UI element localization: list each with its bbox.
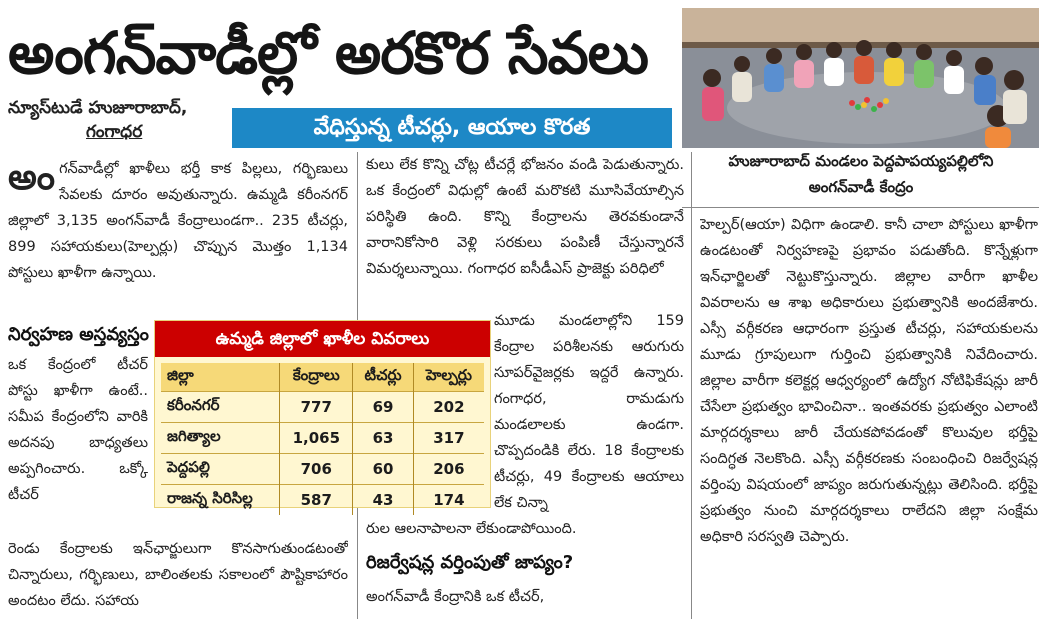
header-teachers: టీచర్లు [353, 363, 413, 392]
section-title-reservation: రిజర్వేషన్ల వర్తింపుతో జాప్యం? [366, 552, 574, 573]
cell-centres: 1,065 [280, 423, 353, 454]
column-divider [691, 152, 692, 619]
byline-source: న్యూస్‌టుడే హుజూరాబాద్, [8, 98, 188, 118]
cell-teachers: 60 [353, 454, 413, 485]
cell-district: జగిత్యాల [161, 423, 280, 454]
section-title-management: నిర్వహణ అస్తవ్యస్తం [8, 324, 149, 345]
table-row [161, 423, 484, 454]
caption-line-1: హుజూరాబాద్ మండలం పెద్దపాపయ్యపల్లిలోని [728, 152, 994, 170]
cell-centres: 777 [280, 392, 353, 423]
cell-district: కరీంనగర్ [161, 392, 280, 423]
column2-top-paragraph: కులు లేక కొన్ని చోట్ల టీచర్లే భోజనం వండి పెడుతున్నారు. ఒక కేంద్రంలో విధుల్లో ఉంటే మరొకటి మూసివేయాల్సిన పరిస్థితి ఉంది. కొన్ని కేంద్రాలను తెరవకుండానే వారానికోసారి వెళ్లి సరకులు పంపిణీ చేస్తున్నారనే విమర్శలున్నాయి. గంగాధర ఐసీడీఎస్ ప్రాజెక్టు పరిధిలో [366, 157, 684, 277]
byline [8, 96, 228, 144]
cell-teachers: 63 [353, 423, 413, 454]
column2-continuation: రుల ఆలనాపాలనా లేకుండాపోయింది. [366, 521, 577, 537]
cell-teachers: 69 [353, 392, 413, 423]
caption-divider [682, 207, 1039, 208]
cell-helpers: 202 [413, 392, 484, 423]
byline-place: గంగాధర [86, 122, 143, 142]
column3-paragraph: హెల్పర్(ఆయా) విధిగా ఉండాలి. కానీ చాలా పోస్టులు ఖాళీగా ఉండటంతో నిర్వహణపై ప్రభావం పడుతోంది. కొన్నేళ్లుగా ఇన్‌ఛార్జిలతో నెట్టుకొస్తున్నారు. జిల్లాల వారీగా ఖాళీల వివరాలను ఆ శాఖ అధికారులు ప్రభుత్వానికి అందజేశారు. ఎస్సీ వర్గీకరణ ఆధారంగా ప్రస్తుత టీచర్లు, సహాయకులను మూడు గ్రూపులుగా గుర్తించి ప్రభుత్వానికి నివేదించారు. జిల్లాల వారీగా కలెక్టర్ల ఆధ్వర్యంలో ఉద్యోగ నోటిఫికేషన్లు జారీ చేసేలా ప్రభుత్వం భావించినా.. ఇంతవరకు ప్రభుత్వం ఎలాంటి మార్గదర్శకాలు జారీ చేయకపోవడంతో కొలువుల భర్తీపై సందిగ్ధత నెలకొంది. ఎస్సీ వర్గీకరణకు సంబంధించి రిజర్వేషన్ల వర్తింపు విషయంలో జాప్యం జరుగుతున్నట్లు తెలిసింది. భర్తీపై ప్రభుత్వం నుంచి మార్గదర్శకాలు రాలేదని జిల్లా సంక్షేమ అధికారి సరస్వతి చెప్పారు. [700, 217, 1038, 545]
cell-helpers: 174 [413, 485, 484, 516]
photo-caption [683, 148, 1039, 206]
column2-side-paragraph: మూడు మండలాల్లోని 159 కేంద్రాల పరిశీలనకు ఆరుగురు సూపర్‌వైజర్లకు ఇద్దరే ఉన్నారు. గంగాధర, రామడుగు మండలాలకు ఉండగా. చొప్పదండికి లేరు. 18 కేంద్రాలకు టీచర్లు, 49 కేంద్రాలకు ఆయాలు లేక చిన్నా [494, 313, 684, 511]
cell-district: రాజన్న సిరిసిల్ల [161, 485, 280, 516]
table-row [161, 454, 484, 485]
management-narrow-paragraph: ఒక కేంద్రంలో టీచర్ పోస్టు ఖాళీగా ఉంటే.. సమీప కేంద్రంలోని వారికి అదనపు బాధ్యతలు అప్పగించారు. ఒక్కో టీచర్ [8, 357, 148, 503]
caption-line-2: అంగన్‌వాడీ కేంద్రం [808, 178, 914, 196]
article-intro-paragraph [8, 156, 348, 312]
vacancy-table-title: ఉమ్మడి జిల్లాలో ఖాళీల వివరాలు [155, 321, 490, 357]
cell-helpers: 317 [413, 423, 484, 454]
anganwadi-photo [682, 8, 1039, 148]
cell-centres: 587 [280, 485, 353, 516]
cell-district: పెద్దపల్లి [161, 454, 280, 485]
cell-centres: 706 [280, 454, 353, 485]
header-centres: కేంద్రాలు [280, 363, 353, 392]
management-bottom-paragraph: రెండు కేంద్రాలకు ఇన్‌ఛార్జులుగా కొనసాగుతుండటంతో చిన్నారులు, గర్భిణులు, బాలింతలకు సకాలంలో పౌష్టికాహారం అందటం లేదు. సహాయ [8, 541, 348, 609]
vacancy-table-box [154, 320, 491, 508]
subheadline-banner: వేధిస్తున్న టీచర్లు, ఆయాల కొరత [232, 108, 672, 148]
table-row [161, 392, 484, 423]
headline: అంగన్‌వాడీల్లో అరకొర సేవలు [8, 19, 648, 87]
table-row [161, 485, 484, 516]
cell-helpers: 206 [413, 454, 484, 485]
drop-cap: అం [8, 157, 56, 198]
header-helpers: హెల్పర్లు [413, 363, 484, 392]
column2-bottom-paragraph: అంగన్‌వాడీ కేంద్రానికి ఒక టీచర్, [366, 589, 545, 605]
classroom-children-image [682, 8, 1039, 148]
table-header-row [161, 363, 484, 392]
cell-teachers: 43 [353, 485, 413, 516]
vacancy-table [161, 363, 484, 515]
header-district: జిల్లా [161, 363, 280, 392]
intro-text: గన్‌వాడీల్లో ఖాళీలు భర్తీ కాక పిల్లలు, గర్భిణులు సేవలకు దూరం అవుతున్నారు. ఉమ్మడి కరీంనగర్ జిల్లాలో 3,135 అంగన్‌వాడీ కేంద్రాలుండగా.. 235 టీచర్లు, 899 సహాయకులు(హెల్పర్లు) చొప్పున మొత్తం 1,134 పోస్టులు ఖాళీగా ఉన్నాయి. [8, 161, 348, 281]
